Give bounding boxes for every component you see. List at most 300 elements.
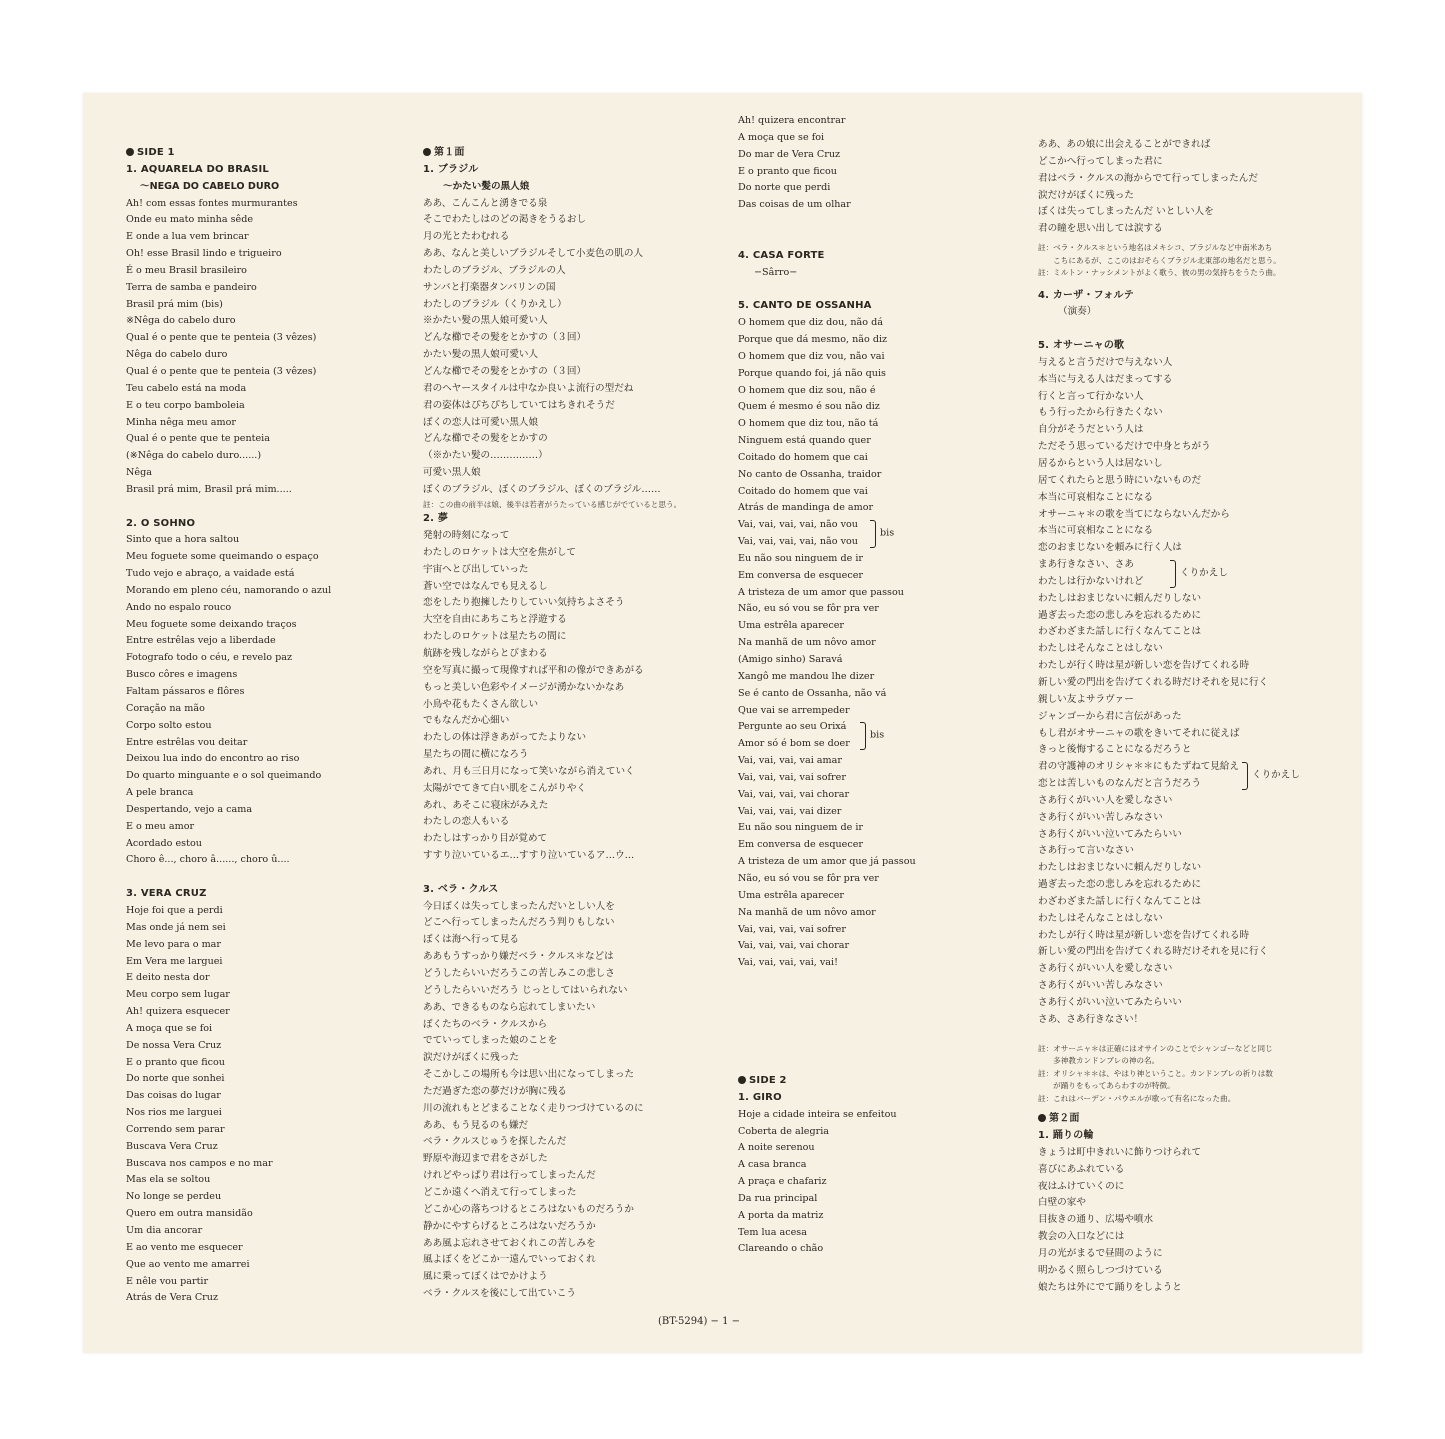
lyric-line: どんな櫛でその髪をとかすの（３回） bbox=[423, 365, 587, 377]
lyric-line: 本当に可哀相なことになる bbox=[1038, 525, 1154, 537]
lyric-line: Coitado do homem que cai bbox=[738, 451, 868, 463]
lyric-line: (Amigo sinho) Saravá bbox=[738, 654, 843, 665]
lyric-line: きっと後悔することになるだろうと bbox=[1038, 744, 1192, 756]
lyric-line: Sinto que a hora saltou bbox=[126, 534, 240, 546]
lyric-line: E nêle vou partir bbox=[126, 1275, 209, 1287]
song-title: 1. AQUARELA DO BRASIL bbox=[126, 163, 269, 175]
lyric-line: すすり泣いているエ…すすり泣いているア…ウ… bbox=[423, 850, 635, 862]
lyric-line: どこかへ行ってしまった君に bbox=[1038, 155, 1163, 167]
lyric-line: Da rua principal bbox=[738, 1192, 818, 1204]
lyric-sheet bbox=[83, 93, 1362, 1353]
lyric-line: Uma estrêla aparecer bbox=[738, 620, 844, 632]
lyric-line: Uma estrêla aparecer bbox=[738, 889, 844, 901]
lyric-line: 教会の入口などには bbox=[1038, 1231, 1125, 1243]
lyric-line: わざわざまた話しに行くなんてことは bbox=[1038, 895, 1202, 907]
song-title: 2. O SOHNO bbox=[126, 517, 196, 529]
song-title: 4. カーザ・フォルテ bbox=[1038, 289, 1134, 301]
lyric-line: 静かにやすらげるところはないだろうか bbox=[423, 1220, 596, 1232]
lyric-line: ぼくは失ってしまったんだ いとしい人を bbox=[1038, 206, 1214, 218]
brace-icon bbox=[870, 520, 876, 548]
lyric-line: 本当に与える人はだまってする bbox=[1038, 373, 1173, 385]
lyric-line: Ah! quizera esquecer bbox=[126, 1006, 230, 1018]
repeat-group bbox=[738, 719, 1028, 753]
lyric-line: 星たちの間に横になろう bbox=[423, 749, 529, 761]
brace-icon bbox=[1242, 762, 1248, 790]
catalog-page-footer: (BT-5294) − 1 − bbox=[658, 1316, 741, 1327]
lyric-line: わたしが行く時は星が新しい恋を告げてくれる時 bbox=[1038, 660, 1250, 672]
lyrics-block bbox=[126, 903, 416, 1307]
lyric-line: けれどやっぱり君は行ってしまったんだ bbox=[423, 1170, 596, 1182]
lyric-line: 野原や海辺まで君をさがした bbox=[423, 1153, 548, 1165]
song-subtitle: 〜かたい髪の黒人娘 bbox=[443, 180, 530, 192]
column-side1-japanese bbox=[423, 145, 723, 1303]
lyric-line: Morando em pleno céu, namorando o azul bbox=[126, 584, 332, 596]
bullet-dot-icon bbox=[1038, 1114, 1046, 1122]
lyric-line: Buscava Vera Cruz bbox=[126, 1140, 218, 1152]
repeat-label: bis bbox=[880, 527, 895, 539]
lyric-line: Nêga do cabelo duro bbox=[126, 349, 228, 361]
lyric-line: わたしはそんなことはしない bbox=[1038, 912, 1163, 924]
lyrics-block bbox=[423, 196, 723, 499]
lyric-line: （※かたい髪の……………） bbox=[423, 450, 548, 462]
lyric-line: わたしはおまじないに頼んだりしない bbox=[1038, 862, 1202, 874]
lyric-line: 自分がそうだという人は bbox=[1038, 424, 1144, 436]
lyric-line: Qual é o pente que te penteia (3 vêzes) bbox=[126, 365, 317, 377]
song-title: 5. CANTO DE OSSANHA bbox=[738, 300, 872, 312]
lyric-line: Em conversa de esquecer bbox=[738, 839, 863, 851]
lyric-line: 新しい愛の門出を告げてくれる時だけそれを見に行く bbox=[1038, 946, 1269, 958]
lyric-line: Um dia ancorar bbox=[126, 1225, 203, 1236]
lyric-line: Mas onde já nem sei bbox=[126, 921, 226, 933]
lyric-line: 蒼い空ではなんでも見えるし bbox=[423, 580, 548, 592]
lyric-line: O homem que diz tou, não tá bbox=[738, 418, 879, 430]
song-title: 3. ベラ・クルス bbox=[423, 883, 499, 895]
lyric-line: Terra de samba e pandeiro bbox=[126, 281, 257, 293]
lyric-line: A pele branca bbox=[126, 787, 194, 799]
lyric-line: もう行ったから行きたくない bbox=[1038, 407, 1163, 419]
lyric-line: A praça e chafariz bbox=[738, 1176, 827, 1188]
repeat-label: bis bbox=[870, 729, 885, 741]
footnote-line: 註：オサーニャ＊は正確にはオサインのことでシャンゴーなどと同じ bbox=[1038, 1043, 1273, 1053]
lyric-line: 月の光がまるで昼間のように bbox=[1038, 1247, 1163, 1259]
lyric-line: Corpo solto estou bbox=[126, 719, 212, 731]
song-subtitle: 〜NEGA DO CABELO DURO bbox=[140, 180, 280, 192]
lyric-line: ああ、できるものなら忘れてしまいたい bbox=[423, 1001, 596, 1013]
lyrics-block bbox=[738, 113, 1028, 214]
lyric-line: サンバと打楽器タンバリンの国 bbox=[423, 281, 556, 293]
lyric-line: 娘たちは外にでて踊りをしようと bbox=[1038, 1281, 1182, 1293]
lyric-line: ああ、あの娘に出会えることができれば bbox=[1038, 139, 1211, 150]
lyric-line: 航跡を残しながらとびまわる bbox=[423, 647, 548, 659]
lyric-line: Do norte que perdi bbox=[738, 182, 831, 194]
lyrics-block bbox=[1038, 591, 1358, 759]
lyric-line: Coberta de alegria bbox=[738, 1125, 829, 1137]
lyric-line: わたしのブラジル（くりかえし） bbox=[423, 298, 567, 310]
lyric-line: どうしたらいいだろう じっとしてはいられない bbox=[423, 984, 628, 996]
lyric-line: ああ、なんと美しいブラジルそして小麦色の肌の人 bbox=[423, 248, 644, 260]
brace-icon bbox=[860, 722, 866, 750]
lyric-line: わたしが行く時は星が新しい恋を告げてくれる時 bbox=[1038, 929, 1250, 941]
footnote-line: 註：オリシャ＊＊は、やはり神ということ。カンドンブレの祈りは数 bbox=[1038, 1068, 1273, 1078]
lyrics-block bbox=[738, 315, 1028, 517]
lyric-line: Vai, vai, vai, vai sofrer bbox=[738, 923, 846, 935]
lyric-line: Ah! quizera encontrar bbox=[738, 115, 846, 126]
lyrics-block bbox=[126, 196, 416, 499]
lyric-line: Na manhã de um nôvo amor bbox=[738, 637, 876, 649]
song-title: 1. GIRO bbox=[738, 1091, 782, 1103]
lyric-line: ※かたい髪の黒人娘可愛い人 bbox=[423, 315, 548, 327]
lyric-line: Brasil prá mim, Brasil prá mim..... bbox=[126, 483, 292, 495]
lyric-line: さあ行って言いなさい bbox=[1038, 845, 1134, 857]
side-heading: 第１面 bbox=[423, 145, 723, 162]
lyric-line: Vai, vai, vai, vai, vai! bbox=[738, 957, 838, 969]
lyric-line: A moça que se foi bbox=[738, 131, 825, 143]
lyric-line: わざわざまた話しに行くなんてことは bbox=[1038, 626, 1202, 638]
lyric-line: Coitado do homem que vai bbox=[738, 485, 868, 497]
lyric-line: 恋のおまじないを頼みに行く人は bbox=[1038, 542, 1182, 554]
lyric-line: Ninguem está quando quer bbox=[738, 435, 871, 447]
lyric-line: わたしはそんなことはしない bbox=[1038, 643, 1163, 655]
lyric-line: 明かるく照らしつづけている bbox=[1038, 1264, 1163, 1276]
lyric-line: Acordado estou bbox=[126, 837, 202, 849]
lyric-line: ああ風よ忘れさせておくれこの苦しみを bbox=[423, 1237, 596, 1249]
lyric-line: どんな櫛でその髪をとかすの（３回） bbox=[423, 332, 587, 344]
lyric-line: Vai, vai, vai, vai chorar bbox=[738, 940, 850, 952]
lyric-line: Se é canto de Ossanha, não vá bbox=[738, 687, 887, 699]
lyric-line: Despertando, vejo a cama bbox=[126, 803, 253, 815]
lyric-line: Vai, vai, vai, vai chorar bbox=[738, 788, 850, 800]
lyric-line: Do quarto minguante e o sol queimando bbox=[126, 770, 322, 782]
lyric-line: O homem que diz vou, não vai bbox=[738, 350, 885, 362]
lyric-line: É o meu Brasil brasileiro bbox=[126, 264, 247, 276]
lyric-line: ただ過ぎた恋の夢だけが胸に残る bbox=[423, 1085, 567, 1097]
lyric-line: Entre estrêlas vou deitar bbox=[126, 736, 248, 748]
lyric-line: Porque que dá mesmo, não diz bbox=[738, 333, 888, 345]
lyric-line: ああ、もう見るのも嫌だ bbox=[423, 1119, 529, 1131]
lyrics-block bbox=[126, 532, 416, 869]
lyric-line: 風よぼくをどこか一遠んでいっておくれ bbox=[423, 1254, 596, 1266]
lyric-line: Ah! com essas fontes murmurantes bbox=[126, 197, 298, 209]
lyric-line: E o meu amor bbox=[126, 820, 195, 832]
lyric-line: どこか心の落ちつけるところはないものだろうか bbox=[423, 1203, 634, 1215]
lyric-line: Tudo vejo e abraço, a vaidade está bbox=[126, 568, 295, 580]
lyric-line: Coração na mão bbox=[126, 702, 205, 714]
lyric-line: E ao vento me esquecer bbox=[126, 1241, 243, 1253]
footnote-line: 註：これはバーデン・パウエルが歌って有名になった曲。 bbox=[1038, 1093, 1236, 1103]
lyric-line: わたしの体は浮きあがってたよりない bbox=[423, 732, 587, 744]
lyric-line: 涙だけがぼくに残った bbox=[1038, 189, 1134, 201]
lyric-line: Em conversa de esquecer bbox=[738, 569, 863, 581]
lyric-line: ああ、こんこんと湧きでる泉 bbox=[423, 197, 548, 209]
column-portuguese-continued bbox=[738, 113, 1028, 1258]
footnotes bbox=[1038, 242, 1358, 280]
lyrics-block bbox=[1038, 793, 1358, 1029]
lyric-line: Que vai se arrempeder bbox=[738, 704, 850, 716]
lyrics-block bbox=[738, 1107, 1028, 1259]
lyric-line: 過ぎ去った恋の悲しみを忘れるために bbox=[1038, 609, 1202, 621]
lyric-line: 風に乗ってぼくはでかけよう bbox=[423, 1271, 548, 1283]
lyric-line: De nossa Vera Cruz bbox=[126, 1039, 222, 1051]
lyric-line: どこへ行ってしまったんだろう判りもしない bbox=[423, 917, 615, 929]
lyric-line: 恋をしたり抱擁したりしていい気持ちよさそう bbox=[423, 597, 625, 609]
lyric-line: A casa branca bbox=[738, 1159, 807, 1171]
lyric-line: 涙だけがぼくに残った bbox=[423, 1052, 519, 1064]
lyric-line: まあ行きなさい、さあ bbox=[1038, 559, 1134, 571]
lyric-line: 恋とは苦しいものなんだと言うだろう bbox=[1038, 778, 1202, 790]
lyric-line: A moça que se foi bbox=[126, 1022, 213, 1034]
lyric-line: ぼくの恋人は可愛い黒人娘 bbox=[423, 416, 539, 428]
footnote-line: 註：ミルトン・ナッシメントがよく歌う、彼の男の気持ちをうたう曲。 bbox=[1038, 268, 1281, 278]
lyrics-block bbox=[1038, 355, 1358, 557]
lyric-line: Amor só é bom se doer bbox=[738, 738, 850, 750]
lyric-line: E o pranto que ficou bbox=[738, 165, 837, 177]
lyric-line: わたしは行かないけれど bbox=[1038, 575, 1144, 587]
lyric-line: そこでわたしはのどの渇きをうるおし bbox=[423, 214, 587, 226]
lyric-line: わたしはすっかり目が覚めて bbox=[423, 833, 548, 845]
lyric-line: Brasil prá mim (bis) bbox=[126, 298, 223, 310]
song-title: 5. オサーニャの歌 bbox=[1038, 340, 1125, 352]
lyric-line: Vai, vai, vai, vai sofrer bbox=[738, 771, 846, 783]
lyric-line: O homem que diz dou, não dá bbox=[738, 317, 883, 329]
column-japanese-continued bbox=[1038, 137, 1358, 1296]
lyric-line: Não, eu só vou se fôr pra ver bbox=[738, 603, 879, 615]
lyric-line: Nos rios me larguei bbox=[126, 1107, 222, 1119]
lyric-line: E o pranto que ficou bbox=[126, 1056, 225, 1068]
repeat-group bbox=[738, 517, 1028, 551]
repeat-group bbox=[1038, 759, 1358, 793]
lyric-line: ベラ・クルスじゅうを探したんだ bbox=[423, 1136, 567, 1148]
footnote-line: こちにあるが、ここのはおそらくブラジル北東部の地名だと思う。 bbox=[1038, 255, 1281, 265]
lyric-line: 月の光とたわむれる bbox=[423, 231, 510, 243]
lyric-line: Entre estrêlas vejo a liberdade bbox=[126, 635, 276, 647]
brace-icon bbox=[1170, 560, 1176, 588]
lyric-line: Choro ê..., choro â......, choro û.... bbox=[126, 854, 290, 866]
lyric-line: Qual é o pente que te penteia (3 vêzes) bbox=[126, 332, 317, 344]
lyric-line: Pergunte ao seu Orixá bbox=[738, 721, 847, 733]
lyric-line: Vai, vai, vai, vai amar bbox=[738, 755, 842, 767]
lyric-line: Buscava nos campos e no mar bbox=[126, 1157, 273, 1169]
lyric-line: 本当に可哀相なことになる bbox=[1038, 491, 1154, 503]
lyric-line: Onde eu mato minha sêde bbox=[126, 214, 254, 226]
lyric-line: Atrás de mandinga de amor bbox=[738, 502, 874, 514]
lyric-line: あれ、あそこに寝床がみえた bbox=[423, 799, 549, 811]
lyric-line: Oh! esse Brasil lindo e trigueiro bbox=[126, 248, 282, 260]
lyric-line: オサーニャ＊の歌を当てにならないんだから bbox=[1038, 508, 1230, 520]
lyric-line: 君の守護神のオリシャ＊＊にもたずねて見給え bbox=[1038, 761, 1240, 773]
footnote-line: 註：ベラ・クルス＊という地名はメキシコ、ブラジルなど中南米あち bbox=[1038, 243, 1273, 253]
lyric-line: 与えると言うだけで与えない人 bbox=[1038, 356, 1173, 368]
lyric-line: でていってしまった娘のことを bbox=[423, 1035, 558, 1047]
repeat-label: くりかえし bbox=[1252, 769, 1300, 781]
repeat-group bbox=[1038, 557, 1358, 591]
lyric-line: もっと美しい色彩やイメージが湧かないかなあ bbox=[423, 681, 625, 693]
song-title: 1. ブラジル bbox=[423, 163, 479, 175]
lyric-line: 君はベラ・クルスの海からでて行ってしまったんだ bbox=[1038, 172, 1258, 184]
lyric-line: 発射の時刻になって bbox=[423, 530, 510, 542]
lyric-line: わたしの恋人もいる bbox=[423, 816, 510, 828]
side-heading: 第２面 bbox=[1038, 1111, 1358, 1128]
lyric-line: あれ、月も三日月になって笑いながら消えていく bbox=[423, 765, 635, 777]
lyric-line: Quero em outra mansidão bbox=[126, 1208, 253, 1220]
lyric-line: Eu não sou ninguem de ir bbox=[738, 822, 863, 834]
lyrics-block bbox=[423, 528, 723, 865]
lyric-line: 白壁の家や bbox=[1038, 1197, 1086, 1209]
lyric-line: Das coisas do lugar bbox=[126, 1090, 221, 1102]
side-heading: SIDE 2 bbox=[738, 1073, 1028, 1090]
lyric-line: Xangô me mandou lhe dizer bbox=[738, 670, 875, 682]
lyric-line: 君の瞳を思い出しては涙する bbox=[1038, 223, 1163, 235]
footnote: 註：この曲の前半は娘、後半は若者がうたっている感じがでていると思う。 bbox=[423, 499, 682, 509]
lyric-line: さあ行くがいい泣いてみたらいい bbox=[1038, 828, 1182, 840]
lyric-line: Não, eu só vou se fôr pra ver bbox=[738, 872, 879, 884]
lyric-line: A porta da matriz bbox=[738, 1209, 824, 1221]
lyric-line: Hoje a cidade inteira se enfeitou bbox=[738, 1108, 897, 1120]
lyric-line: Que ao vento me amarrei bbox=[126, 1258, 250, 1270]
lyric-line: 新しい愛の門出を告げてくれる時だけそれを見に行く bbox=[1038, 676, 1269, 688]
song-title: 4. CASA FORTE bbox=[738, 249, 825, 261]
footnote-line: 多神教カンドンブレの神の名。 bbox=[1038, 1056, 1160, 1066]
lyric-line: 親しい友よサラヴァー bbox=[1038, 693, 1134, 705]
lyric-line: 過ぎ去った恋の悲しみを忘れるために bbox=[1038, 879, 1202, 891]
lyric-line: 太陽がでてきて白い肌をこんがりやく bbox=[423, 782, 587, 794]
lyric-line: Ando no espalo rouco bbox=[126, 601, 232, 613]
lyric-line: Nêga bbox=[126, 467, 152, 479]
lyric-line: 居てくれたらと思う時にいないものだ bbox=[1038, 474, 1202, 486]
lyric-line: さあ行くがいい人を愛しなさい bbox=[1038, 794, 1173, 806]
lyric-line: でもなんだか心細い bbox=[423, 715, 510, 727]
lyric-line: もし君がオサーニャの歌をきいてそれに従えば bbox=[1038, 727, 1240, 739]
lyric-line: Hoje foi que a perdi bbox=[126, 904, 223, 916]
lyric-line: 空を写真に撮って現像すれば平和の像ができあがる bbox=[423, 664, 644, 676]
lyric-line: 大空を自由にあちこちと浮遊する bbox=[423, 614, 567, 626]
lyric-line: 小鳥や花もたくさん欲しい bbox=[423, 698, 539, 710]
lyric-line: Na manhã de um nôvo amor bbox=[738, 906, 876, 918]
lyric-line: どんな櫛でその髪をとかすの bbox=[423, 433, 548, 445]
lyric-line: Clareando o chão bbox=[738, 1243, 824, 1255]
lyric-line: Meu foguete some queimando o espaço bbox=[126, 551, 319, 563]
lyric-line: Fotografo todo o céu, e revelo paz bbox=[126, 652, 293, 664]
footnotes bbox=[1038, 1043, 1358, 1106]
lyric-line: E onde a lua vem brincar bbox=[126, 231, 249, 243]
lyric-line: 君の姿体はぴちぴちしていてはちきれそうだ bbox=[423, 399, 615, 411]
lyrics-block bbox=[423, 899, 723, 1303]
lyrics-block bbox=[738, 551, 1028, 719]
lyric-line: Faltam pássaros e flôres bbox=[126, 686, 245, 697]
lyric-line: Tem lua acesa bbox=[738, 1226, 807, 1238]
lyrics-block bbox=[1038, 1145, 1358, 1297]
bullet-dot-icon bbox=[423, 148, 431, 156]
lyric-line: ぼくのブラジル、ぼくのブラジル、ぼくのブラジル…… bbox=[423, 483, 661, 495]
lyric-line: ぼくは海へ行って見る bbox=[423, 934, 519, 946]
lyric-line: Porque quando foi, já não quis bbox=[738, 367, 886, 379]
lyric-line: ジャンゴーから君に言伝があった bbox=[1038, 710, 1182, 722]
lyric-line: ただそう思っているだけで中身とちがう bbox=[1038, 441, 1211, 453]
lyric-line: 宇宙へとび出していった bbox=[423, 563, 529, 575]
lyrics-block bbox=[1038, 137, 1358, 238]
side-heading: SIDE 1 bbox=[126, 145, 416, 162]
lyric-line: ※Nêga do cabelo duro bbox=[126, 315, 236, 327]
lyric-line: 君のヘヤースタイルは中なか良いよ流行の型だね bbox=[423, 382, 634, 394]
lyric-line: 今日ぼくは失ってしまったんだいとしい人を bbox=[423, 900, 615, 912]
lyric-line: E deito nesta dor bbox=[126, 972, 210, 984]
lyric-line: Meu corpo sem lugar bbox=[126, 989, 230, 1001]
repeat-label: くりかえし bbox=[1180, 567, 1228, 579]
lyric-line: わたしのロケットは大空を焦がして bbox=[423, 546, 577, 558]
lyric-line: Qual é o pente que te penteia bbox=[126, 433, 270, 445]
lyric-line: Minha nêga meu amor bbox=[126, 416, 236, 428]
lyric-line: Atrás de Vera Cruz bbox=[126, 1292, 219, 1304]
lyric-line: A tristeza de um amor que passou bbox=[738, 586, 904, 598]
lyric-line: No longe se perdeu bbox=[126, 1191, 222, 1203]
song-title: 1. 踊りの輪 bbox=[1038, 1130, 1094, 1142]
lyric-line: 夜はふけていくのに bbox=[1038, 1180, 1125, 1192]
lyric-line: ベラ・クルスを後にして出ていこう bbox=[423, 1288, 576, 1300]
lyric-line: Das coisas de um olhar bbox=[738, 199, 851, 211]
lyric-line: 喜びにあふれている bbox=[1038, 1163, 1125, 1175]
lyric-line: No canto de Ossanha, traidor bbox=[738, 468, 882, 480]
footnote-line: が踊りをもってあらわすのが特徴。 bbox=[1038, 1081, 1175, 1091]
lyric-line: Mas ela se soltou bbox=[126, 1174, 211, 1186]
lyric-line: Quem é mesmo é sou não diz bbox=[738, 401, 880, 413]
lyric-line: Vai, vai, vai, vai, não vou bbox=[738, 536, 858, 548]
lyric-line: O homem que diz sou, não é bbox=[738, 384, 876, 396]
lyric-line: Correndo sem parar bbox=[126, 1123, 225, 1135]
lyric-line: 川の流れもとどまることなく走りつづけているのに bbox=[423, 1102, 644, 1114]
lyric-line: さあ行くがいい苦しみなさい bbox=[1038, 980, 1163, 992]
lyric-line: ぼくたちのベラ・クルスから bbox=[423, 1018, 548, 1030]
lyric-line: Busco côres e imagens bbox=[126, 669, 238, 681]
lyric-line: そこかしこの場所も今は思い出になってしまった bbox=[423, 1069, 635, 1081]
lyric-line: A noite serenou bbox=[738, 1142, 815, 1154]
lyric-line: ああもうすっかり嫌だベラ・クルス＊などは bbox=[423, 951, 614, 963]
bullet-dot-icon bbox=[738, 1076, 746, 1084]
lyric-line: Meu foguete some deixando traços bbox=[126, 618, 297, 630]
lyric-line: Vai, vai, vai, vai dizer bbox=[738, 805, 842, 817]
lyric-line: E o teu corpo bamboleia bbox=[126, 399, 245, 411]
lyric-line: Do norte que sonhei bbox=[126, 1073, 225, 1085]
lyric-line: わたしのロケットは星たちの間に bbox=[423, 631, 567, 643]
song-title: 2. 夢 bbox=[423, 513, 449, 525]
lyric-line: かたい髪の黒人娘可愛い人 bbox=[423, 349, 539, 361]
lyric-line: 可愛い黒人娘 bbox=[423, 467, 481, 479]
lyric-line: Me levo para o mar bbox=[126, 938, 221, 950]
column-side1-portuguese bbox=[126, 145, 416, 1307]
lyric-line: Vai, vai, vai, vai, não vou bbox=[738, 519, 858, 531]
lyric-line: (※Nêga do cabelo duro......) bbox=[126, 450, 262, 462]
bullet-dot-icon bbox=[126, 148, 134, 156]
lyrics-block bbox=[738, 753, 1028, 972]
lyric-line: どこか遠くへ消えて行ってしまった bbox=[423, 1186, 577, 1198]
lyric-line: Deixou lua indo do encontro ao riso bbox=[126, 753, 300, 765]
lyric-line: さあ、さあ行きなさい！ bbox=[1038, 1013, 1144, 1025]
song-subtitle: （演奏） bbox=[1058, 306, 1097, 318]
lyric-line: 行くと言って行かない人 bbox=[1038, 390, 1144, 402]
lyric-line: 居るからという人は居ないし bbox=[1038, 458, 1163, 469]
lyric-line: さあ行くがいい人を愛しなさい bbox=[1038, 963, 1173, 975]
lyric-line: 目抜きの通り、広場や噴水 bbox=[1038, 1214, 1154, 1226]
lyric-line: Eu não sou ninguem de ir bbox=[738, 552, 863, 564]
lyric-line: Teu cabelo está na moda bbox=[126, 382, 247, 394]
lyric-line: わたしはおまじないに頼んだりしない bbox=[1038, 592, 1202, 604]
lyric-line: きょうは町中きれいに飾りつけられて bbox=[1038, 1146, 1202, 1158]
lyric-line: A tristeza de um amor que já passou bbox=[738, 856, 916, 868]
lyric-line: Em Vera me larguei bbox=[126, 955, 223, 967]
lyric-line: わたしのブラジル、ブラジルの人 bbox=[423, 264, 566, 276]
lyric-line: さあ行くがいい苦しみなさい bbox=[1038, 811, 1163, 823]
song-subtitle: −Sârro− bbox=[754, 266, 798, 278]
song-title: 3. VERA CRUZ bbox=[126, 888, 207, 900]
lyric-line: どうしたらいいだろうこの苦しみこの悲しさ bbox=[423, 968, 615, 979]
